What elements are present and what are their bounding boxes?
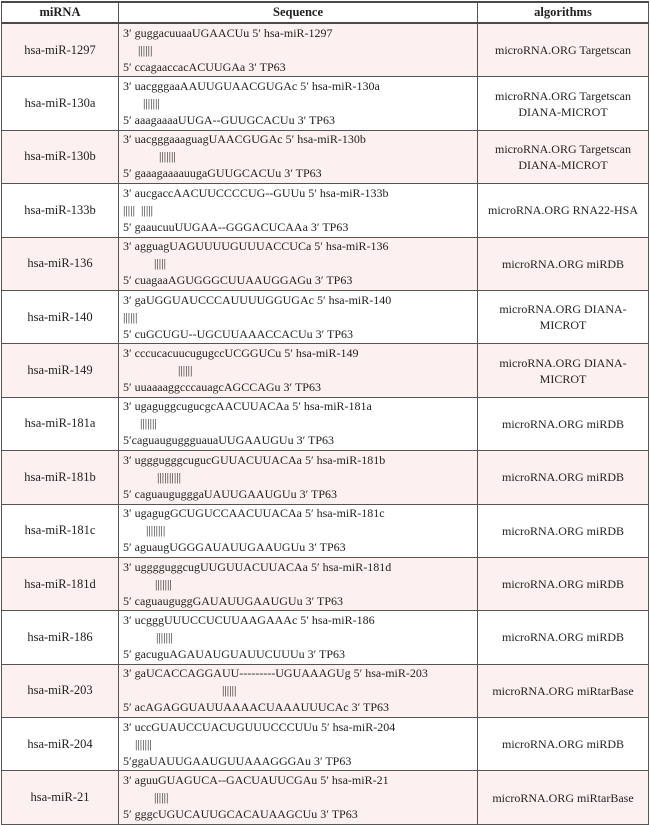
mirna-sequence: 3′ cccucacuucugugccUCGGUCu 5′ hsa-miR-149 [123,346,359,361]
mirna-name: hsa-miR-204 [1,718,118,770]
sequence-cell [118,344,477,396]
algorithms-text: microRNA.ORG miRtarBase [492,790,634,805]
table-row [1,184,649,237]
table-row [1,558,649,611]
mirna-name: hsa-miR-1297 [1,24,118,76]
mirna-sequence: 3′ ugggugggcugucGUUACUUACAa 5′ hsa-miR-181b [123,452,386,467]
mirna-name: hsa-miR-181c [1,505,118,557]
table-row [1,238,649,291]
pairing-bars: ||||||| [140,416,160,431]
mirna-name: hsa-miR-181a [1,398,118,450]
pairing-bars: |||||| [138,42,156,57]
mirna-name: hsa-miR-140 [1,291,118,343]
mirna-table [1,1,649,825]
target-sequence: 5′ cuGCUGU--UGCUUAAACCACUu 3′ TP63 [123,326,354,341]
table-row [1,344,649,397]
sequence-cell [118,558,477,610]
table-header [1,3,649,24]
sequence-cell [118,451,477,503]
target-sequence: 5′ gacuguAGAUAUGUAUUCUUUu 3′ TP63 [123,646,346,661]
sequence-cell [118,505,477,557]
pairing-bars: ||||||| [155,576,175,591]
sequence-cell [118,238,477,290]
target-sequence: 5′caguauguggguauaUUGAAUGUu 3′ TP63 [123,433,334,448]
algorithms-cell [477,24,649,76]
mirna-sequence: 3′ guggacuuaaUGAACUu 5′ hsa-miR-1297 [123,25,333,40]
target-sequence: 5′ acAGAGGUAUUAAAACUAAAUUUCAc 3′ TP63 [123,700,390,715]
table-row [1,665,649,718]
table-row [1,451,649,504]
pairing-bars: |||||| [154,790,172,805]
sequence-cell [118,24,477,76]
algorithms-cell [477,558,649,610]
mirna-name: hsa-miR-130a [1,77,118,129]
table-row [1,291,649,344]
pairing-bars: |||||| [222,683,240,698]
pairing-bars: |||||||| [146,523,169,538]
pairing-bars: ||||||| [143,96,163,111]
target-sequence: 5′ aguaugUGGGAUAUUGAAUGUu 3′ TP63 [123,540,346,555]
header-algorithms: algorithms [477,3,649,22]
target-sequence: 5′ ccagaaccacACUUGAa 3′ TP63 [123,59,286,74]
pairing-bars: |||||| [123,309,141,324]
mirna-sequence: 3′ uccGUAUCCUACUGUUUCCCUUu 5′ hsa-miR-204 [123,719,396,734]
algorithms-text: microRNA.ORG miRDB [501,470,624,485]
mirna-sequence: 3′ uacgggaaaguagUAACGUGAc 5′ hsa-miR-130b [123,132,366,147]
pairing-bars: ||||||| [135,736,155,751]
pairing-bars: |||||| [178,363,196,378]
sequence-cell [118,77,477,129]
sequence-cell [118,184,477,236]
mirna-name: hsa-miR-181d [1,558,118,610]
mirna-sequence: 3′ ugaguggcugucgcAACUUACAa 5′ hsa-miR-181a [123,399,372,414]
pairing-bars: ||||| [154,256,170,271]
algorithms-text: microRNA.ORG miRtarBase [492,683,634,698]
target-sequence: 5′ gaaagaaaauugaGUUGCACUu 3′ TP63 [123,166,322,181]
target-sequence: 5′ caguaugugggaUAUUGAAUGUu 3′ TP63 [123,486,338,501]
mirna-name: hsa-miR-149 [1,344,118,396]
table-row [1,505,649,558]
algorithms-cell [477,77,649,129]
mirna-name: hsa-miR-203 [1,665,118,717]
pairing-bars: ||||||| [156,629,176,644]
mirna-sequence: 3′ gaUCACCAGGAUU---------UGUAAAGUg 5′ hsa-miR-203 [123,666,428,681]
algorithms-text: microRNA.ORG miRDB [501,737,624,752]
header-mirna: miRNA [1,3,118,22]
table-row [1,24,649,77]
mirna-sequence: 3′ uacgggaaAAUUGUAACGUGAc 5′ hsa-miR-130a [123,79,380,94]
sequence-cell [118,611,477,663]
mirna-name: hsa-miR-186 [1,611,118,663]
mirna-name: hsa-miR-130b [1,131,118,183]
sequence-cell [118,131,477,183]
mirna-name: hsa-miR-181b [1,451,118,503]
algorithms-cell [477,771,649,823]
target-sequence: 5′ cuagaaAGUGGGCUUAAUGGAGu 3′ TP63 [123,273,353,288]
algorithms-cell [477,238,649,290]
algorithms-cell [477,665,649,717]
algorithms-text: microRNA.ORG miRDB [501,630,624,645]
table-row [1,611,649,664]
mirna-sequence: 3′ agguagUAGUUUUGUUUACCUCa 5′ hsa-miR-136 [123,239,389,254]
mirna-name: hsa-miR-21 [1,771,118,823]
algorithms-cell [477,344,649,396]
algorithms-cell [477,718,649,770]
pairing-bars: ||||| ||||| [123,202,157,217]
mirna-sequence: 3′ gaUGGUAUCCCAUUUUGGUGAc 5′ hsa-miR-140 [123,292,392,307]
table-body [1,24,649,825]
mirna-sequence: 3′ aucgaccAACUUCCCCUG--GUUu 5′ hsa-miR-133b [123,185,389,200]
table-row [1,131,649,184]
target-sequence: 5′ gaaucuuUUGAA--GGGACUCAAa 3′ TP63 [123,219,349,234]
algorithms-text: microRNA.ORG miRDB [501,577,624,592]
target-sequence: 5′ aaagaaaaUUGA--GUUGCACUu 3′ TP63 [123,113,335,128]
algorithms-text: microRNA.ORG DIANA-MICROT [499,302,627,333]
sequence-cell [118,665,477,717]
algorithms-text: microRNA.ORG miRDB [501,416,624,431]
target-sequence: 5′ caguauguggGAUAUUGAAUGUu 3′ TP63 [123,593,344,608]
mirna-name: hsa-miR-136 [1,238,118,290]
algorithms-cell [477,398,649,450]
algorithms-cell [477,131,649,183]
mirna-name: hsa-miR-133b [1,184,118,236]
algorithms-text: microRNA.ORG Targetscan DIANA-MICROT [494,141,632,172]
algorithms-text: microRNA.ORG RNA22-HSA [488,203,638,218]
algorithms-cell [477,291,649,343]
target-sequence: 5′ uuaaaaggcccauagcAGCCAGu 3′ TP63 [123,380,321,395]
mirna-sequence: 3′ ugggguggcugUUGUUACUUACAa 5′ hsa-miR-181d [123,559,392,574]
table-row [1,77,649,130]
mirna-sequence: 3′ ugagugGCUGUCCAACUUACAa 5′ hsa-miR-181c [123,506,385,521]
algorithms-cell [477,451,649,503]
algorithms-cell [477,611,649,663]
algorithms-text: microRNA.ORG DIANA-MICROT [499,355,627,386]
algorithms-text: microRNA.ORG miRDB [501,523,624,538]
mirna-sequence: 3′ ucgggUUUCCUCUUAAGAAAc 5′ hsa-miR-186 [123,612,375,627]
algorithms-text: microRNA.ORG Targetscan DIANA-MICROT [494,88,632,119]
algorithms-cell [477,505,649,557]
target-sequence: 5′ggaUAUUGAAUGUUAAAGGGAu 3′ TP63 [123,753,352,768]
algorithms-text: microRNA.ORG miRDB [501,256,624,271]
table-row [1,398,649,451]
table-row [1,718,649,771]
algorithms-text: microRNA.ORG Targetscan [494,43,632,58]
sequence-cell [118,291,477,343]
sequence-cell [118,718,477,770]
target-sequence: 5′ gggcUGUCAUUGCACAUAAGCUu 3′ TP63 [123,807,358,822]
algorithms-cell [477,184,649,236]
pairing-bars: ||||||| [159,149,179,164]
sequence-cell [118,771,477,823]
pairing-bars: |||||||||| [157,469,185,484]
table-row [1,771,649,824]
sequence-cell [118,398,477,450]
mirna-sequence: 3′ aguuGUAGUCA--GACUAUUCGAu 5′ hsa-miR-21 [123,773,389,788]
header-sequence: Sequence [118,3,477,22]
